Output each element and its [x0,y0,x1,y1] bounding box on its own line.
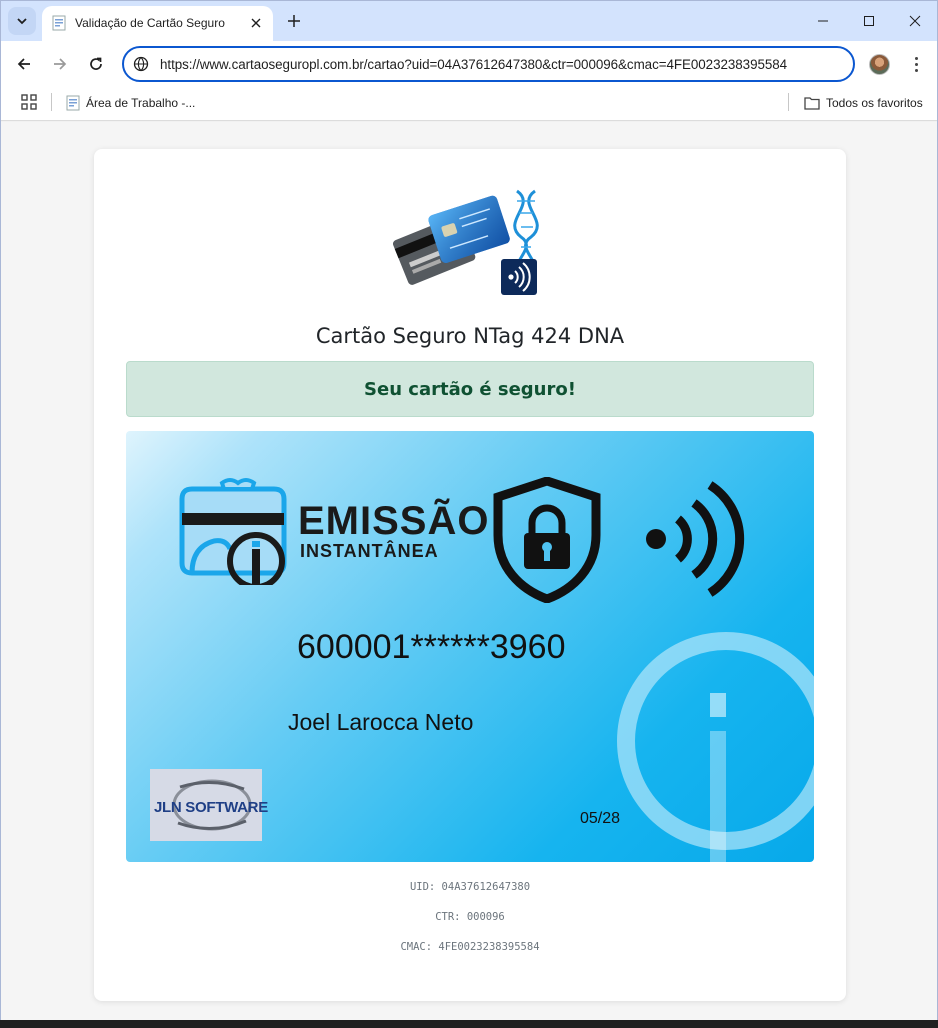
tab-active[interactable] [42,6,273,41]
shield-lock-icon [492,477,602,603]
profile-avatar[interactable] [869,54,890,75]
taskbar [0,1020,938,1028]
bookmark-desktop[interactable] [66,93,195,113]
contactless-icon [638,475,748,605]
success-alert [126,361,814,417]
close-icon [909,15,921,27]
card-expiry: 05/28 [580,810,621,827]
tab-strip [1,1,937,41]
url-text[interactable]: https://www.cartaoseguropl.com.br/cartao?uid=04A37612647380&ctr=000096&cmac=4FE0023238395584 [160,57,788,72]
page-viewport [1,122,937,1020]
site-info-icon[interactable] [133,56,149,72]
tab-search-button[interactable] [8,7,36,35]
card-brand: EMISSÃO [298,499,490,543]
forward-button[interactable] [46,50,74,78]
cmac-text: CMAC: 4FE0023238395584 [400,941,540,953]
maximize-icon [863,15,875,27]
bookmark-separator [788,93,789,111]
instant-issuance-logo-icon [174,475,294,585]
secure-card-illustration [389,187,549,307]
folder-icon [804,96,820,110]
ctr-text: CTR: 000096 [435,911,505,923]
tab-title: Validação de Cartão Seguro [75,16,225,30]
browser-menu-button[interactable] [905,53,927,75]
uid-text: UID: 04A37612647380 [409,881,531,893]
card-brand-sub: INSTANTÂNEA [300,541,439,561]
jln-logo-text: JLN SOFTWARE [154,799,268,816]
jln-software-logo [150,769,268,841]
all-bookmarks-folder[interactable] [804,93,923,113]
plus-icon [288,15,300,27]
back-button[interactable] [10,50,38,78]
bookmark-label: Área de Trabalho -... [86,96,196,110]
alert-message: Seu cartão é seguro! [364,378,576,400]
page-favicon-icon [66,95,80,111]
minimize-icon [817,15,829,27]
card-image [126,431,814,862]
tab-close-button[interactable] [247,14,265,32]
close-window-button[interactable] [892,1,938,41]
reload-button[interactable] [82,50,110,78]
card-number: 600001******3960 [297,628,566,666]
minimize-button[interactable] [800,1,846,41]
new-tab-button[interactable] [282,9,306,33]
reload-icon [88,56,104,72]
arrow-right-icon [52,56,68,72]
bookmark-separator [51,93,52,111]
maximize-button[interactable] [846,1,892,41]
chevron-down-icon [16,15,28,27]
browser-toolbar [1,41,937,87]
page-favicon-icon [52,15,66,31]
validation-card [94,149,846,1001]
bookmarks-bar [1,87,937,121]
bookmark-label: Todos os favoritos [826,96,923,110]
cardholder-name: Joel Larocca Neto [288,709,474,735]
apps-grid-icon[interactable] [20,93,38,111]
address-bar[interactable] [122,46,855,82]
close-icon [251,18,261,28]
arrow-left-icon [16,56,32,72]
page-title: Cartão Seguro NTag 424 DNA [315,324,625,348]
